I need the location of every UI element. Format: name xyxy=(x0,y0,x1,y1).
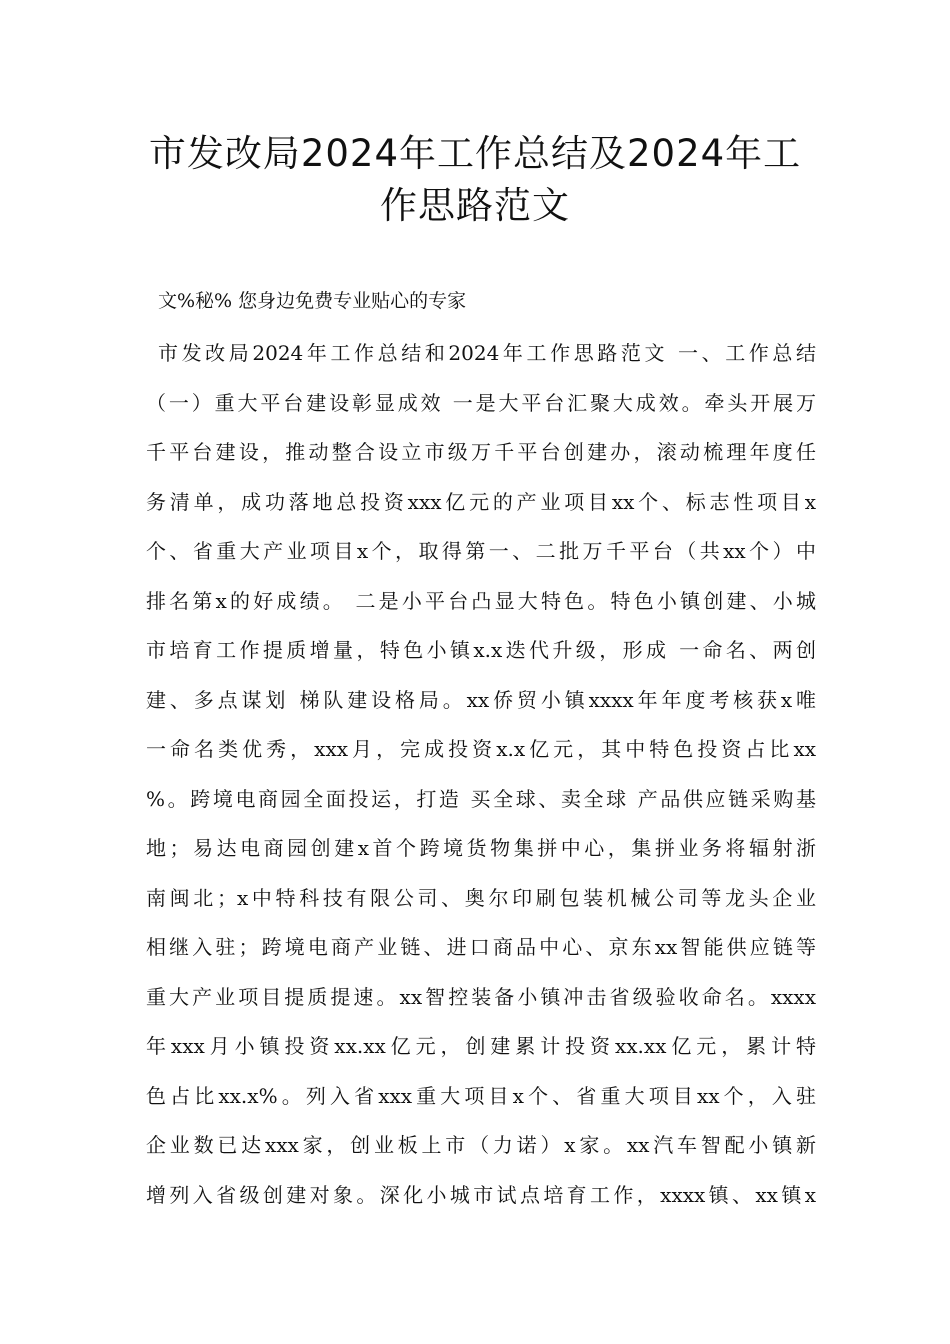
body-line: 南闽北；x中特科技有限公司、奥尔印刷包装机械公司等龙头企业 xyxy=(146,885,816,910)
body-line: 市培育工作提质增量，特色小镇x.x迭代升级，形成 一命名、两创 xyxy=(146,638,816,662)
document-title xyxy=(120,128,830,232)
body-line: 年xxx月小镇投资xx.xx亿元，创建累计投资xx.xx亿元，累计特 xyxy=(146,1034,816,1058)
body-line: 地；易达电商园创建x首个跨境货物集拼中心，集拼业务将辐射浙 xyxy=(146,836,816,860)
body-line: 一命名类优秀，xxx月，完成投资x.x亿元，其中特色投资占比xx xyxy=(146,737,816,761)
body-line: 建、多点谋划 梯队建设格局。xx侨贸小镇xxxx年年度考核获x唯 xyxy=(146,687,816,712)
body-line: 相继入驻；跨境电商产业链、进口商品中心、京东xx智能供应链等 xyxy=(146,935,816,959)
body-line: 市发改局2024年工作总结和2024年工作思路范文 一、工作总结 xyxy=(158,341,816,365)
body-line: （一）重大平台建设彰显成效 一是大平台汇聚大成效。牵头开展万 xyxy=(146,390,816,415)
body-line: %。跨境电商园全面投运，打造 买全球、卖全球 产品供应链采购基 xyxy=(146,786,816,811)
body-line: 增列入省级创建对象。深化小城市试点培育工作，xxxx镇、xx镇x xyxy=(146,1182,816,1207)
document-title-line-1: 市发改局2024年工作总结及2024年工 xyxy=(148,132,802,175)
document-title-line-2: 作思路范文 xyxy=(380,184,570,227)
document-tagline: 文%秘% 您身边免费专业贴心的专家 xyxy=(158,290,467,312)
body-line: 重大产业项目提质提速。xx智控装备小镇冲击省级验收命名。xxxx xyxy=(146,984,816,1009)
body-line: 务清单，成功落地总投资xxx亿元的产业项目xx个、标志性项目x xyxy=(146,489,816,514)
body-line: 企业数已达xxx家，创业板上市（力诺）x家。xx汽车智配小镇新 xyxy=(146,1133,816,1157)
document-body xyxy=(146,338,816,1229)
body-line: 排名第x的好成绩。 二是小平台凸显大特色。特色小镇创建、小城 xyxy=(146,588,816,613)
body-line: 个、省重大产业项目x个，取得第一、二批万千平台（共xx个）中 xyxy=(146,539,816,563)
body-line: 千平台建设，推动整合设立市级万千平台创建办，滚动梳理年度任 xyxy=(146,440,816,464)
body-line: 色占比xx.x%。列入省xxx重大项目x个、省重大项目xx个，入驻 xyxy=(146,1083,816,1108)
